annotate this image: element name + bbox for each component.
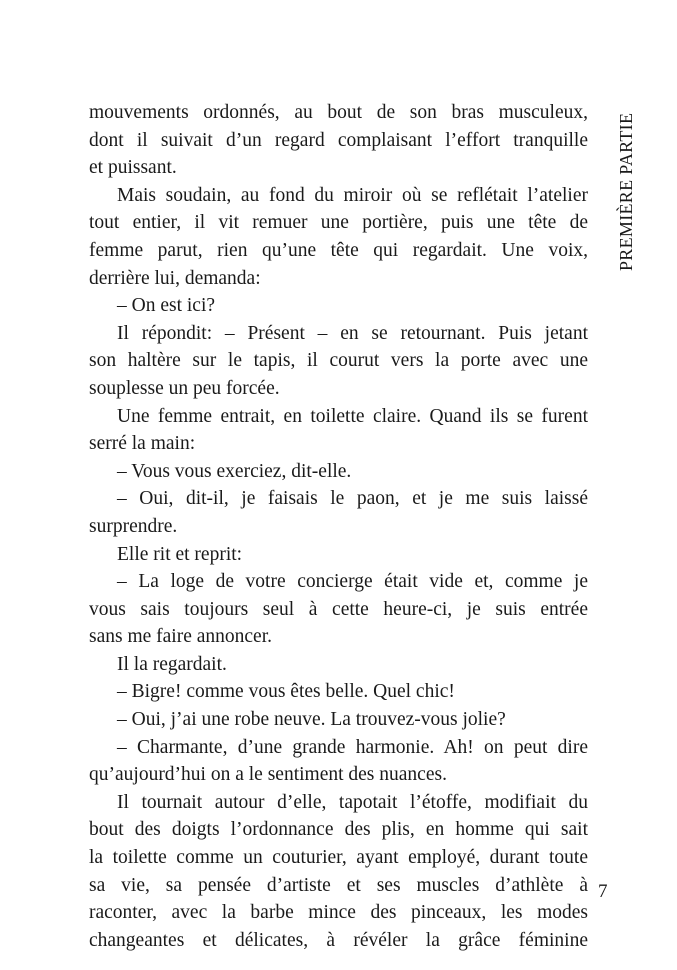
text-line: souplesse un peu forcée. <box>89 377 280 399</box>
text-line: serré la main: <box>89 433 196 455</box>
text-line: Il la regardait. <box>117 653 227 675</box>
text-line: surprendre. <box>89 515 178 537</box>
text-line: Elle rit et reprit: <box>117 543 243 565</box>
text-line: changeantes et délicates, à révéler la grâce féminine <box>89 929 588 951</box>
page-number: 7 <box>598 881 608 902</box>
text-line: mouvements ordonnés, au bout de son bras musculeux, <box>89 102 588 123</box>
text-line: derrière lui, demanda: <box>89 267 261 289</box>
running-head-label: PREMIÈRE PARTIE <box>616 112 636 271</box>
text-line: et puissant. <box>89 157 177 179</box>
body-text <box>89 99 588 954</box>
text-line: sans me faire annoncer. <box>89 626 273 648</box>
text-line: – Oui, j’ai une robe neuve. La trouvez-vous jolie? <box>117 709 506 731</box>
text-line: – Bigre! comme vous êtes belle. Quel chic! <box>117 681 455 703</box>
text-line: – Oui, dit-il, je faisais le paon, et je me suis laissé <box>117 488 588 510</box>
text-line: – La loge de votre concierge était vide et, comme je <box>117 571 588 593</box>
text-line: dont il suivait d’un regard complaisant l’effort tranquille <box>89 129 588 151</box>
text-line: vous sais toujours seul à cette heure-ci, je suis entrée <box>89 598 588 620</box>
text-line: Il tournait autour d’elle, tapotait l’étoffe, modifiait du <box>117 791 588 813</box>
text-line: Il répondit: – Présent – en se retournant. Puis jetant <box>117 322 588 344</box>
text-line: – Charmante, d’une grande harmonie. Ah! on peut dire <box>117 736 588 758</box>
text-line: Mais soudain, au fond du miroir où se reflétait l’atelier <box>117 184 588 206</box>
running-head <box>616 104 636 271</box>
text-line: son haltère sur le tapis, il courut vers la porte avec une <box>89 350 588 372</box>
text-line: Une femme entrait, en toilette claire. Quand ils se furent <box>117 405 588 427</box>
text-line: femme parut, rien qu’une tête qui regardait. Une voix, <box>89 239 588 261</box>
text-line: – Vous vous exerciez, dit-elle. <box>117 460 352 482</box>
text-line: la toilette comme un couturier, ayant employé, durant toute <box>89 847 588 869</box>
text-line: qu’aujourd’hui on a le sentiment des nuances. <box>89 764 447 786</box>
text-line: – On est ici? <box>117 295 216 317</box>
text-line: bout des doigts l’ordonnance des plis, en homme qui sait <box>89 819 588 841</box>
text-line: raconter, avec la barbe mince des pinceaux, les modes <box>89 902 588 924</box>
text-line: tout entier, il vit remuer une portière, puis une tête de <box>89 212 588 234</box>
text-line: sa vie, sa pensée d’artiste et ses muscles d’athlète à <box>89 874 588 896</box>
